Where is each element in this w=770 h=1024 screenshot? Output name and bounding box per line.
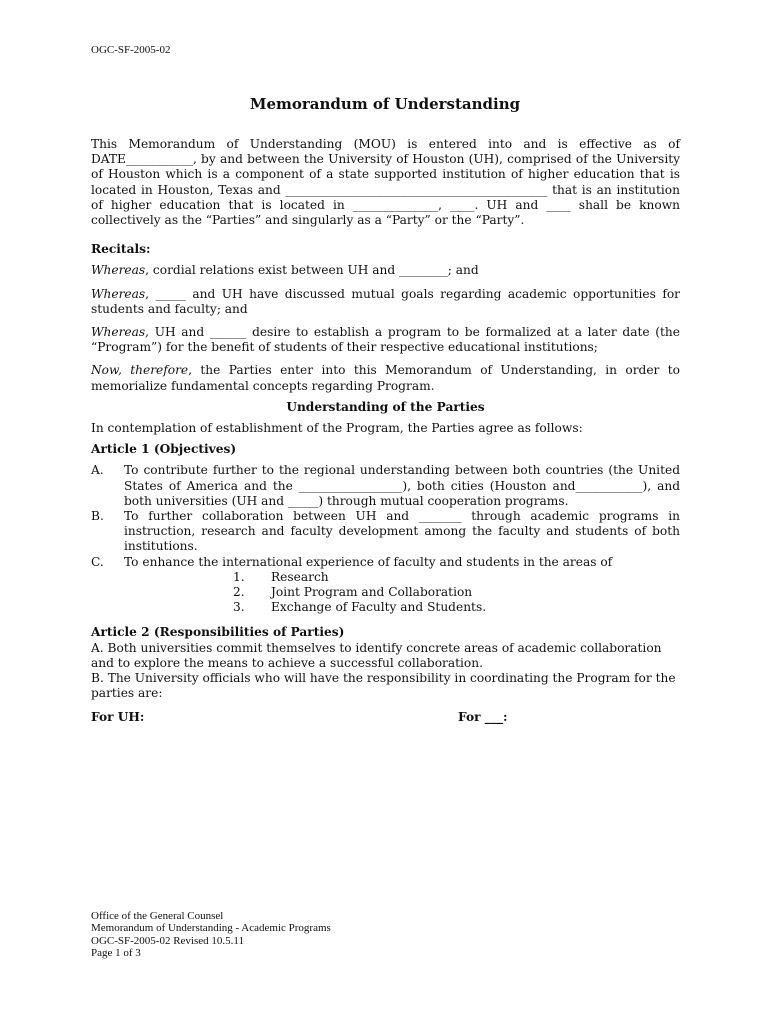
footer-doc-name: Memorandum of Understanding - Academic Programs	[91, 922, 331, 935]
article-2-heading: Article 2 (Responsibilities of Parties)	[91, 625, 345, 640]
understanding-heading: Understanding of the Parties	[286, 399, 485, 414]
objective-b-text: To further collaboration between UH and _______ through academic programs in instruction, research and faculty development among the faculty and students of both institutions.	[124, 509, 680, 554]
document-body	[91, 137, 680, 725]
objective-b-letter: B.	[91, 509, 104, 524]
article-2-a: A. Both universities commit themselves to identify concrete areas of academic collaboration and to explore the means to achieve a successful collaboration.	[91, 640, 662, 670]
recital-1-lead: Whereas	[91, 263, 146, 278]
recital-2-text: , _____ and UH have discussed mutual goals regarding academic opportunities for students and faculty; and	[91, 286, 680, 316]
recital-4-lead: Now, therefore	[91, 363, 189, 378]
recital-1	[91, 263, 680, 278]
area-item	[91, 585, 680, 600]
article-2-b: B. The University officials who will have the responsibility in coordinating the Program for the parties are:	[91, 671, 676, 701]
page-footer	[91, 910, 331, 960]
article-1-heading: Article 1 (Objectives)	[91, 442, 237, 457]
signature-labels	[91, 710, 680, 725]
recital-4	[91, 363, 680, 393]
intro-paragraph: This Memorandum of Understanding (MOU) is entered into and is effective as of DATE___________, by and between the University of Houston (UH), comprised of the University of Houston which is a component of a state supported institution of higher education that is located in Houston, Texas and ___________________________________________ that is an institution of higher education that is located in ______________, ____. UH and ____ shall be known collectively as the “Parties” and singularly as a “Party” or the “Party”.	[91, 137, 680, 228]
area-item	[91, 600, 680, 615]
article-1-list	[91, 463, 680, 569]
area-item	[91, 570, 680, 585]
understanding-intro: In contemplation of establishment of the Program, the Parties agree as follows:	[91, 421, 583, 436]
form-id-header: OGC-SF-2005-02	[91, 44, 171, 56]
objective-a-text: To contribute further to the regional understanding between both countries (the United States of America and the _________________), both cities (Houston and___________), and both universities (UH and _____) through mutual cooperation programs.	[124, 463, 680, 508]
recital-3-text: , UH and ______ desire to establish a program to be formalized at a later date (the “Program”) for the benefit of students of their respective educational institutions;	[91, 325, 680, 355]
footer-page-number: Page 1 of 3	[91, 947, 141, 960]
objective-a-letter: A.	[91, 463, 104, 478]
areas-list	[91, 570, 680, 616]
recital-3	[91, 325, 680, 355]
area-3-text: Exchange of Faculty and Students.	[271, 600, 487, 615]
objective-a	[91, 463, 680, 509]
recital-4-text: , the Parties enter into this Memorandum of Understanding, in order to memorialize fundamental concepts regarding Program.	[91, 363, 680, 393]
recitals-heading: Recitals:	[91, 242, 151, 257]
area-2-text: Joint Program and Collaboration	[271, 585, 473, 600]
area-3-num: 3.	[233, 600, 245, 615]
objective-c-letter: C.	[91, 554, 104, 569]
recital-2	[91, 287, 680, 317]
for-uh-label: For UH:	[91, 709, 145, 724]
objective-c-text: To enhance the international experience of faculty and students in the areas of	[124, 554, 613, 569]
objective-b	[91, 509, 680, 555]
page-title: Memorandum of Understanding	[249, 95, 521, 113]
area-1-text: Research	[271, 569, 329, 584]
for-other-label: For ___:	[458, 709, 508, 724]
footer-office: Office of the General Counsel	[91, 910, 224, 922]
footer-revision: OGC-SF-2005-02 Revised 10.5.11	[91, 934, 244, 947]
objective-c	[91, 555, 680, 570]
recital-2-lead: Whereas	[91, 286, 146, 301]
recital-3-lead: Whereas	[91, 325, 146, 340]
area-2-num: 2.	[233, 585, 245, 600]
recital-1-text: , cordial relations exist between UH and ________; and	[145, 263, 479, 278]
area-1-num: 1.	[233, 569, 245, 584]
